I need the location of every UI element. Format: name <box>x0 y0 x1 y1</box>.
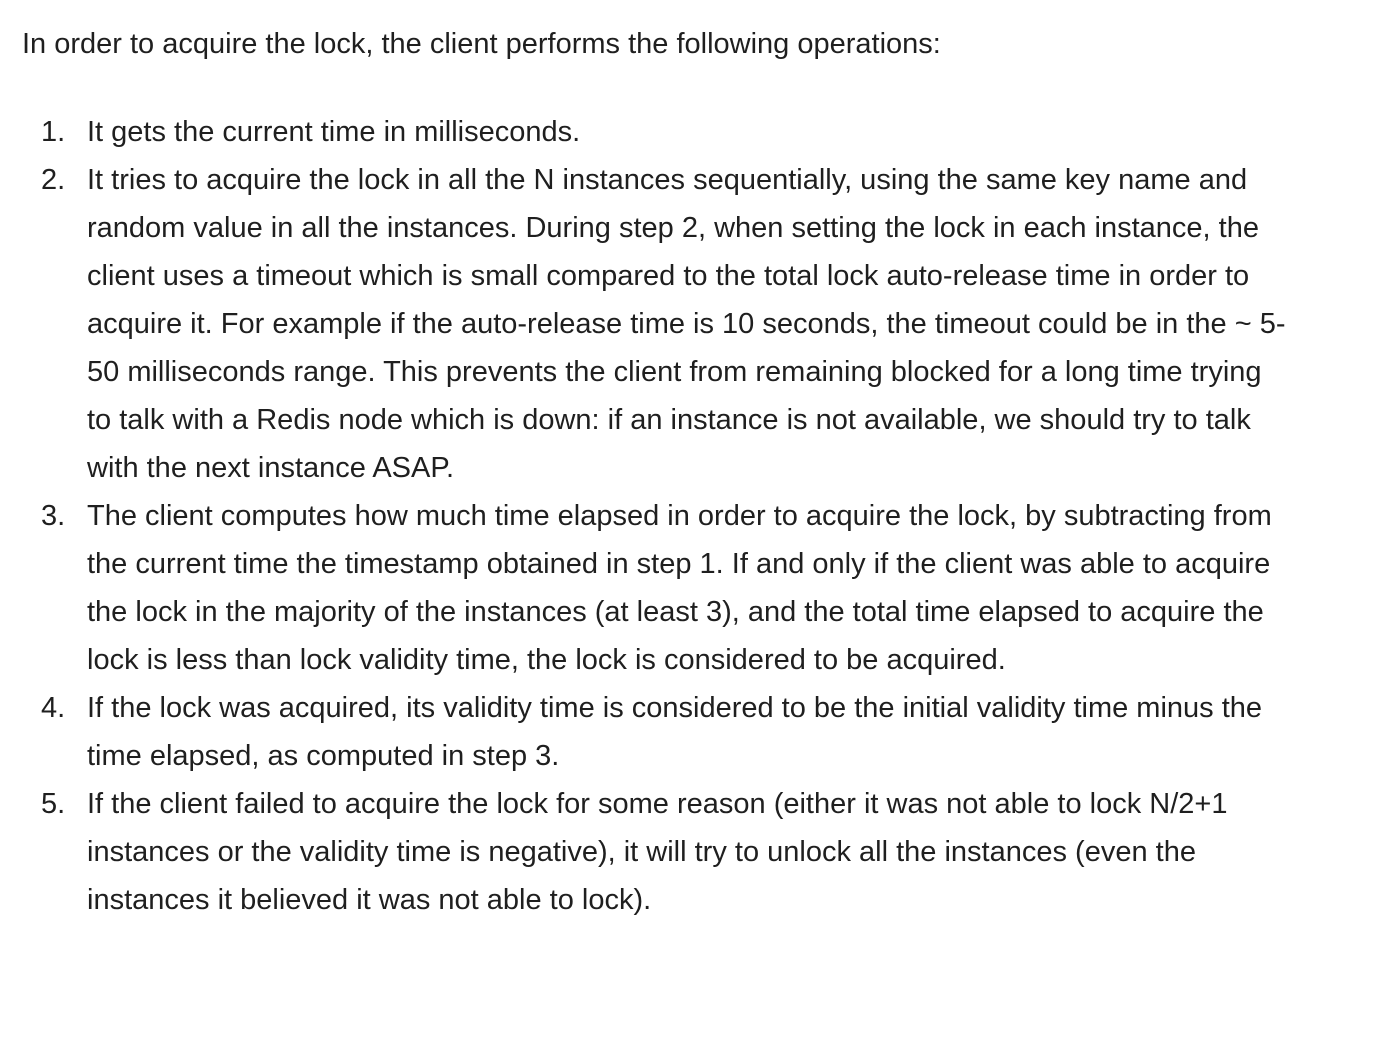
step-number: 1. <box>41 116 66 148</box>
step-number: 2. <box>41 164 66 196</box>
step-number: 3. <box>41 500 66 532</box>
step-text: It tries to acquire the lock in all the N instances sequentially, using the same key name and random value in all the instances. During step 2, when setting the lock in each instance, the client uses a timeout which is small compared to the total lock auto-release time in order to acquire it. For example if the auto-release time is 10 seconds, the timeout could be in the ~ 5-50 milliseconds range. This prevents the client from remaining blocked for a long time trying to talk with a Redis node which is down: if an instance is not available, we should try to talk with the next instance ASAP. <box>87 164 1286 484</box>
list-item-step-1 <box>22 108 1287 156</box>
step-number: 4. <box>41 692 66 724</box>
step-text: If the client failed to acquire the lock for some reason (either it was not able to lock N/2+1 instances or the validity time is negative), it will try to unlock all the instances (even the instances it believed it was not able to lock). <box>87 788 1228 916</box>
step-text: It gets the current time in milliseconds. <box>87 116 581 148</box>
step-text: If the lock was acquired, its validity time is considered to be the initial validity time minus the time elapsed, as computed in step 3. <box>87 692 1263 772</box>
intro-paragraph: In order to acquire the lock, the client performs the following operations: <box>22 28 941 60</box>
list-item-step-5 <box>22 780 1287 924</box>
list-item-step-4 <box>22 684 1287 780</box>
steps-list <box>22 108 1322 924</box>
step-text: The client computes how much time elapsed in order to acquire the lock, by subtracting from the current time the timestamp obtained in step 1. If and only if the client was able to acquire the lock in the majority of the instances (at least 3), and the total time elapsed to acquire the lock is less than lock validity time, the lock is considered to be acquired. <box>87 500 1272 676</box>
list-item-step-2 <box>22 156 1287 492</box>
step-number: 5. <box>41 788 66 820</box>
document-body <box>22 20 1322 924</box>
list-item-step-3 <box>22 492 1287 684</box>
